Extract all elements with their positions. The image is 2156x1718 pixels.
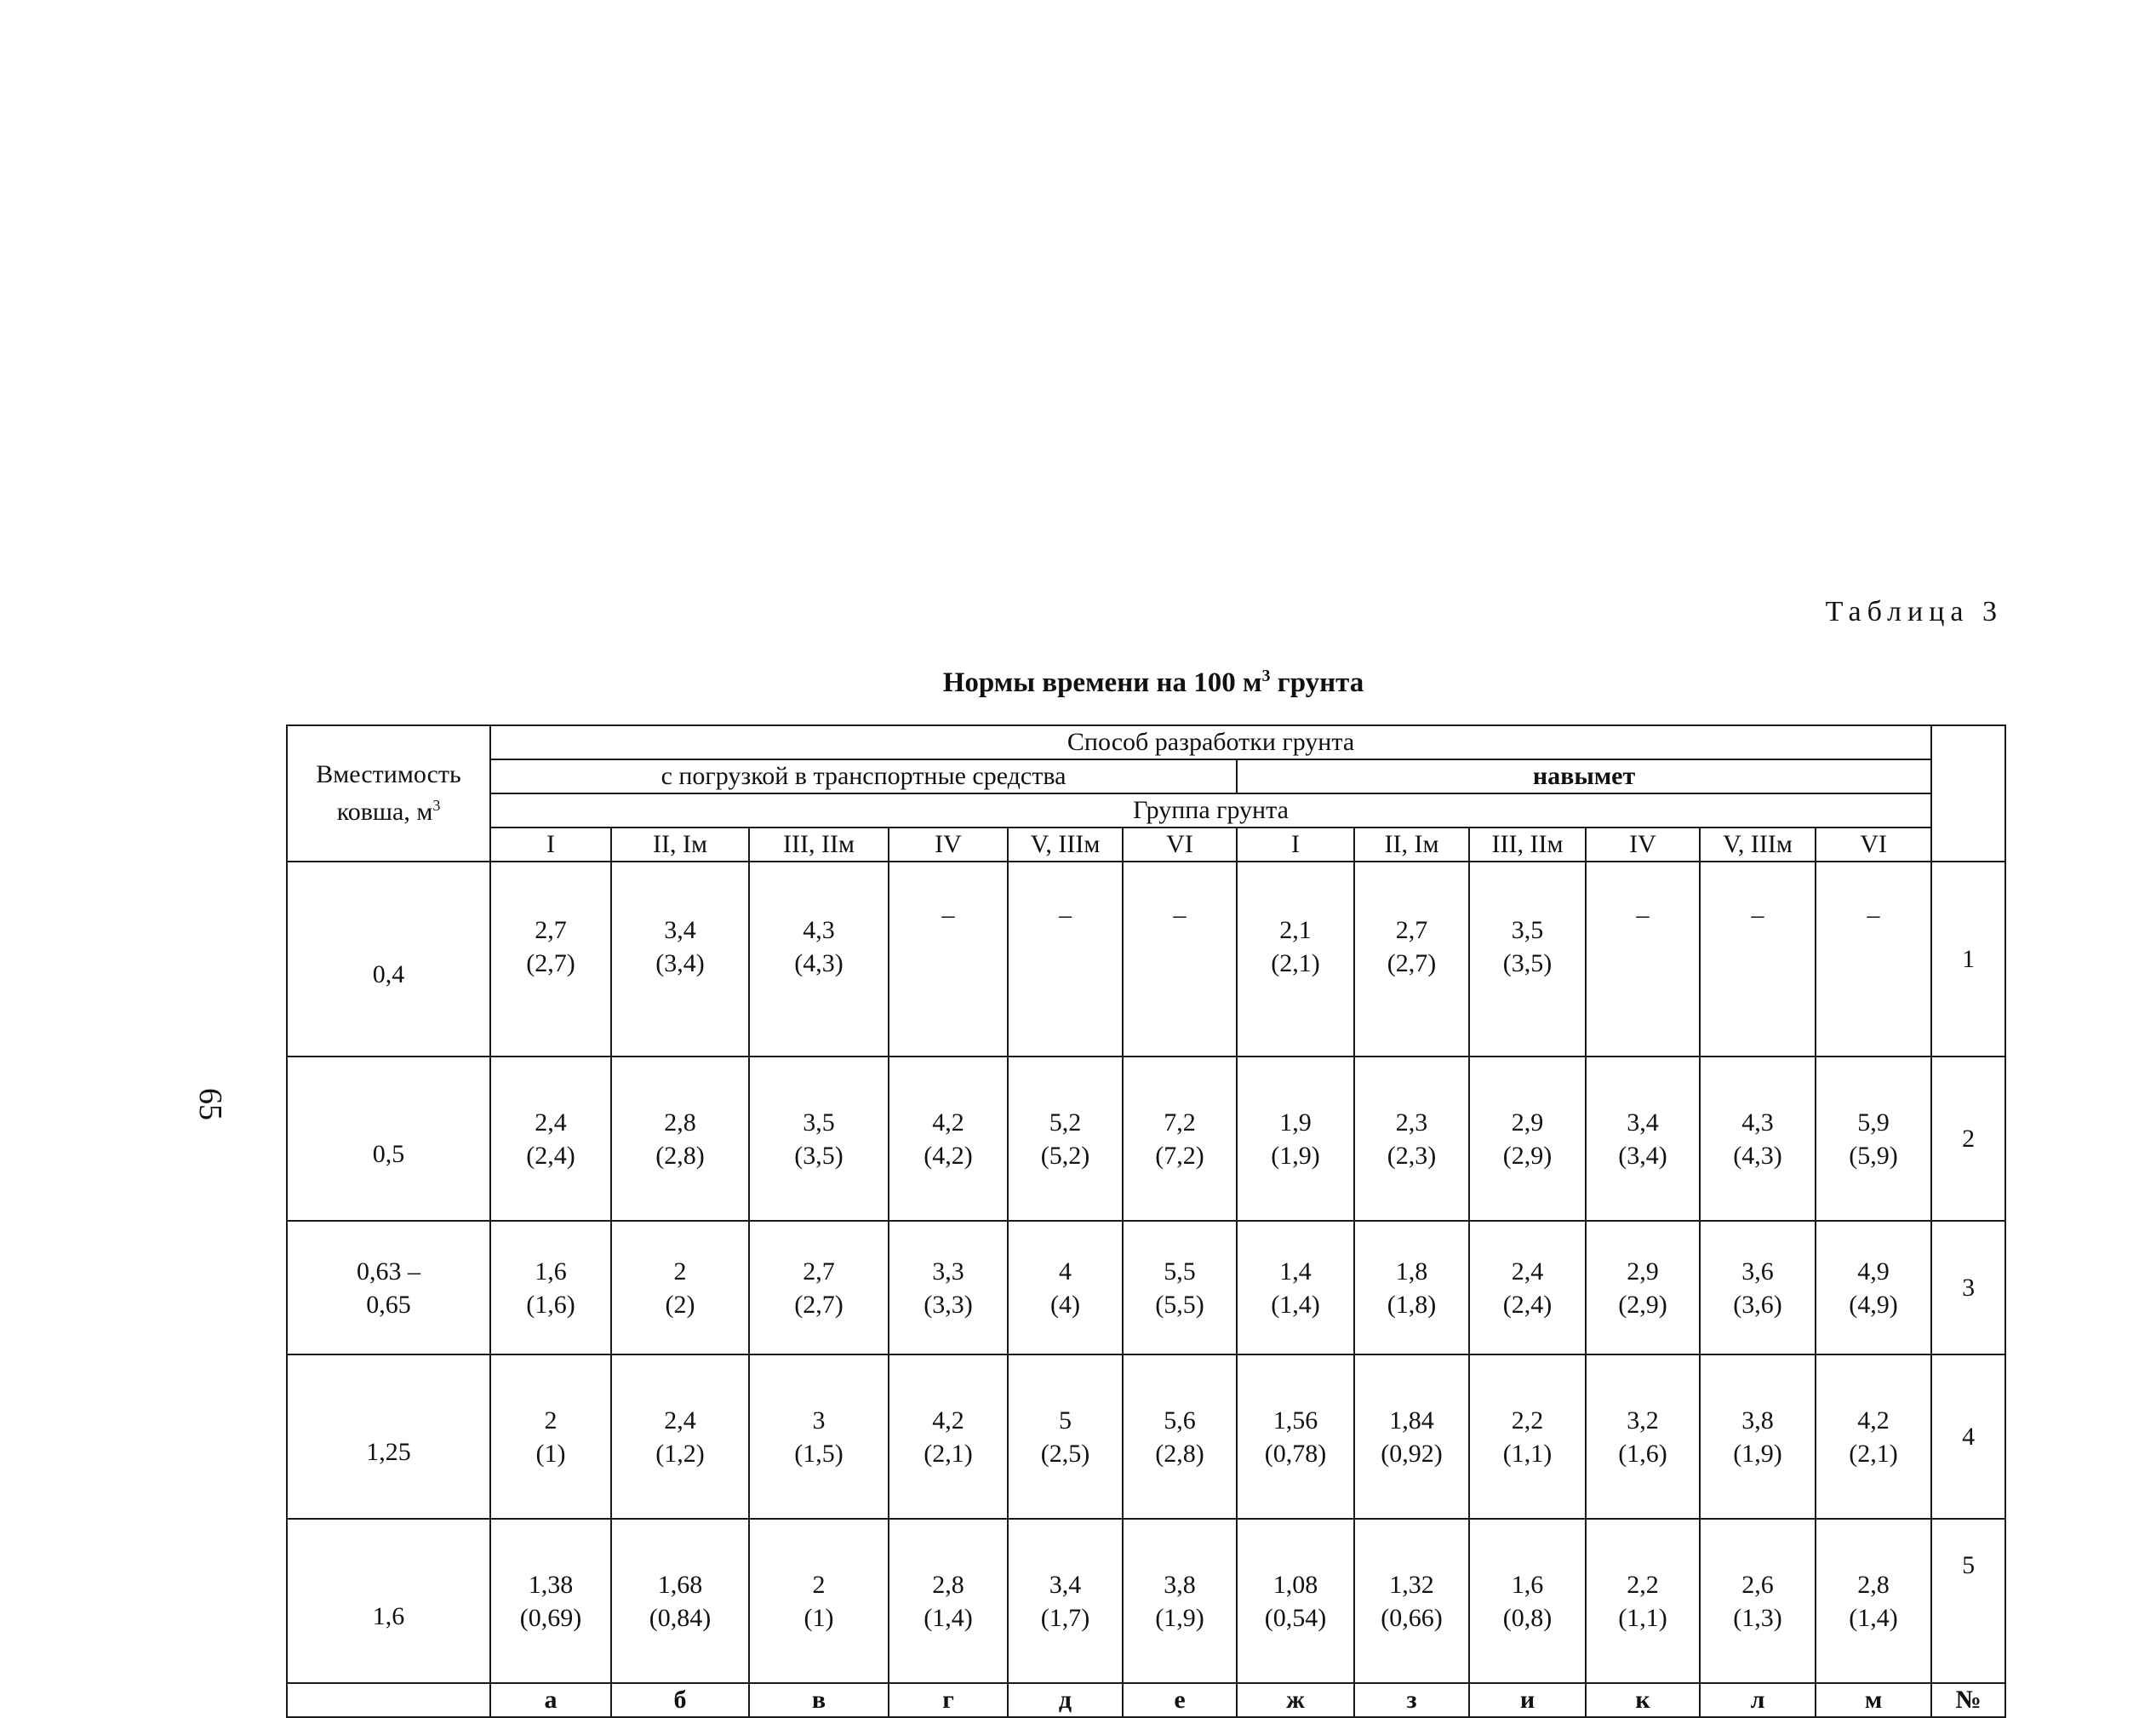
norm-value: 2,7: [1395, 915, 1428, 944]
norm-cell: [1816, 1354, 1931, 1519]
table-label: Таблица 3: [1825, 596, 2003, 627]
norm-cell: [1008, 1519, 1123, 1683]
norm-value: –: [1751, 901, 1764, 929]
norm-value: 2,9: [1627, 1257, 1659, 1286]
norm-value: 2,6: [1741, 1570, 1774, 1599]
norm-cell: [1008, 1354, 1123, 1519]
row-number-cell: [1931, 1221, 2005, 1354]
norm-cell: [1469, 862, 1586, 1057]
table-title: [0, 667, 2156, 699]
norm-cell: [1469, 1057, 1586, 1221]
norm-cell: [1586, 1057, 1700, 1221]
row-number: 5: [1962, 1551, 1976, 1579]
letter-row-blank-cell: [287, 1683, 490, 1717]
norm-value: 2,4: [1511, 1257, 1544, 1286]
column-letter: к: [1586, 1683, 1700, 1717]
capacity-value: 1,25: [366, 1438, 411, 1466]
soil-group-col: V, IIIм: [1700, 828, 1816, 862]
norm-cell: [490, 1221, 611, 1354]
norm-cell: [749, 1519, 889, 1683]
norm-value-bracketed: (1,7): [1040, 1603, 1090, 1632]
soil-group-col: VI: [1816, 828, 1931, 862]
header-row-soil-group: [287, 793, 2005, 828]
norm-cell: [1700, 862, 1816, 1057]
norm-value-bracketed: (2,7): [526, 948, 575, 977]
capacity-cell: [287, 1354, 490, 1519]
norm-cell: [1586, 1519, 1700, 1683]
norm-value: 3,8: [1164, 1570, 1196, 1599]
norm-cell: [1700, 1221, 1816, 1354]
norm-cell: [611, 1057, 749, 1221]
norm-cell: [1816, 1519, 1931, 1683]
norm-value: 5,9: [1857, 1108, 1890, 1137]
norm-cell: [611, 1354, 749, 1519]
norm-value-bracketed: (1,9): [1155, 1603, 1204, 1632]
norm-value-bracketed: (1,9): [1733, 1439, 1782, 1468]
norm-value-bracketed: (4,2): [924, 1141, 973, 1170]
norm-cell: [889, 1221, 1008, 1354]
norm-value-bracketed: (4,3): [794, 948, 844, 977]
table-body: [287, 862, 2005, 1683]
norm-cell: [1700, 1519, 1816, 1683]
norm-cell: [1008, 862, 1123, 1057]
norm-value: –: [941, 901, 955, 929]
norm-value: 1,8: [1395, 1257, 1428, 1286]
soil-group-col: III, IIм: [749, 828, 889, 862]
norm-value-bracketed: (1,6): [1618, 1439, 1667, 1468]
norm-value-bracketed: (2,1): [924, 1439, 973, 1468]
norm-value: –: [1867, 901, 1880, 929]
norm-value-bracketed: (2,8): [655, 1141, 705, 1170]
norm-value: 4,3: [1741, 1108, 1774, 1137]
capacity-cell: [287, 862, 490, 1057]
header-row-method: [287, 725, 2005, 759]
norm-cell: [889, 862, 1008, 1057]
norm-value: 5,5: [1164, 1257, 1196, 1286]
norm-cell: [1354, 1354, 1469, 1519]
norm-value: 2,8: [932, 1570, 964, 1599]
soil-group-header: Группа грунта: [490, 793, 1931, 828]
norm-value-bracketed: (4): [1050, 1290, 1080, 1319]
norm-cell: [1354, 1057, 1469, 1221]
norm-value-bracketed: (4,9): [1849, 1290, 1898, 1319]
column-letter: а: [490, 1683, 611, 1717]
soil-group-col: II, Iм: [611, 828, 749, 862]
norm-value-bracketed: (2,7): [794, 1290, 844, 1319]
column-letter: е: [1123, 1683, 1237, 1717]
table-title-main: Нормы времени на 100 м: [942, 667, 1262, 698]
norm-value: 5: [1059, 1406, 1072, 1435]
norm-value-bracketed: (0,8): [1502, 1603, 1553, 1632]
header-row-groups: [287, 828, 2005, 862]
norm-value-bracketed: (3,3): [924, 1290, 973, 1319]
row-number-cell: [1931, 1354, 2005, 1519]
norm-cell: [749, 1057, 889, 1221]
norm-cell: [611, 1221, 749, 1354]
norm-cell: [1123, 1221, 1237, 1354]
norm-cell: [490, 862, 611, 1057]
norm-cell: [889, 1354, 1008, 1519]
capacity-cell: [287, 1221, 490, 1354]
column-letter: в: [749, 1683, 889, 1717]
norm-value-bracketed: (1,4): [1849, 1603, 1898, 1632]
norm-cell: [1237, 1519, 1354, 1683]
method-header: Способ разработки грунта: [490, 725, 1931, 759]
norm-value: 4,2: [1857, 1406, 1890, 1435]
norm-cell: [1700, 1057, 1816, 1221]
table-row: [287, 1519, 2005, 1683]
soil-group-col: IV: [1586, 828, 1700, 862]
norm-value-bracketed: (0,54): [1264, 1603, 1327, 1632]
norm-value: 2,7: [535, 915, 567, 944]
column-letter: и: [1469, 1683, 1586, 1717]
norm-value: 1,56: [1272, 1406, 1318, 1435]
norm-cell: [490, 1057, 611, 1221]
norm-value: 2: [812, 1570, 826, 1599]
norm-value-bracketed: (1,3): [1733, 1603, 1782, 1632]
number-sign: №: [1931, 1683, 2005, 1717]
table-row: [287, 1221, 2005, 1354]
norm-value-bracketed: (2,7): [1387, 948, 1437, 977]
norm-cell: [1237, 862, 1354, 1057]
row-number: 2: [1962, 1125, 1976, 1153]
norm-value-bracketed: (2,3): [1387, 1141, 1437, 1170]
norm-value: 1,32: [1389, 1570, 1434, 1599]
norm-cell: [1700, 1354, 1816, 1519]
norm-value: 1,84: [1389, 1406, 1434, 1435]
capacity-value-line2: 0,65: [366, 1290, 411, 1319]
norm-value-bracketed: (3,5): [794, 1141, 844, 1170]
norm-cell: [1586, 862, 1700, 1057]
norm-value-bracketed: (0,69): [519, 1603, 582, 1632]
norm-value-bracketed: (5,9): [1849, 1141, 1898, 1170]
norm-value-bracketed: (3,5): [1502, 948, 1553, 977]
norm-value-bracketed: (1,1): [1502, 1439, 1553, 1468]
norm-cell: [1816, 1221, 1931, 1354]
norm-value: 7,2: [1164, 1108, 1196, 1137]
column-letter: л: [1700, 1683, 1816, 1717]
norm-value-bracketed: (3,6): [1733, 1290, 1782, 1319]
table-title-tail: грунта: [1270, 667, 1364, 698]
norm-value-bracketed: (1,9): [1271, 1141, 1320, 1170]
norm-cell: [1586, 1354, 1700, 1519]
norm-cell: [1586, 1221, 1700, 1354]
norm-value: 2,2: [1627, 1570, 1659, 1599]
norm-cell: [889, 1519, 1008, 1683]
norm-value: 3,5: [1511, 915, 1544, 944]
norm-value: 2,9: [1511, 1108, 1544, 1137]
norm-cell: [1354, 1221, 1469, 1354]
norm-cell: [1469, 1519, 1586, 1683]
norm-value: 2,8: [664, 1108, 696, 1137]
norm-value-bracketed: (1,8): [1387, 1290, 1437, 1319]
column-letter: г: [889, 1683, 1008, 1717]
row-number-cell: [1931, 862, 2005, 1057]
norm-value-bracketed: (0,66): [1381, 1603, 1443, 1632]
soil-group-col: IV: [889, 828, 1008, 862]
norm-value-bracketed: (0,78): [1264, 1439, 1327, 1468]
norm-value-bracketed: (0,84): [649, 1603, 712, 1632]
norm-value: 1,38: [528, 1570, 574, 1599]
norm-value: 2,4: [535, 1108, 567, 1137]
norm-cell: [1469, 1354, 1586, 1519]
norm-value-bracketed: (1): [803, 1603, 834, 1632]
norm-value-bracketed: (1): [535, 1439, 566, 1468]
row-number-cell: [1931, 1057, 2005, 1221]
soil-group-col: VI: [1123, 828, 1237, 862]
norm-value-bracketed: (2,4): [1502, 1290, 1553, 1319]
norm-value-bracketed: (2,1): [1271, 948, 1320, 977]
norm-value-bracketed: (1,6): [526, 1290, 575, 1319]
capacity-header-line1: Вместимость: [316, 760, 461, 788]
row-number-cell: [1931, 1519, 2005, 1683]
norm-value: 3,8: [1741, 1406, 1774, 1435]
table-row: [287, 1354, 2005, 1519]
with-loading-header: с погрузкой в транспортные средства: [490, 759, 1237, 793]
norm-value: 2,4: [664, 1406, 696, 1435]
norm-cell: [749, 862, 889, 1057]
norm-value-bracketed: (0,92): [1381, 1439, 1443, 1468]
table-row: [287, 862, 2005, 1057]
norm-value: 5,6: [1164, 1406, 1196, 1435]
norm-value-bracketed: (3,4): [655, 948, 705, 977]
norm-cell: [1816, 1057, 1931, 1221]
cast-header: навымет: [1237, 759, 1931, 793]
norm-cell: [1237, 1221, 1354, 1354]
norm-value-bracketed: (3,4): [1618, 1141, 1667, 1170]
norm-value: 3,6: [1741, 1257, 1774, 1286]
norm-value: 2: [673, 1257, 687, 1286]
norm-value-bracketed: (2,9): [1502, 1141, 1553, 1170]
norm-value-bracketed: (1,4): [1271, 1290, 1320, 1319]
norm-value: 3,4: [1627, 1108, 1659, 1137]
norm-value: 3,2: [1627, 1406, 1659, 1435]
norm-cell: [1008, 1221, 1123, 1354]
norm-value: 3,4: [1049, 1570, 1082, 1599]
norm-value: 1,68: [657, 1570, 703, 1599]
letter-row: [287, 1683, 2005, 1717]
norm-value: 4,2: [932, 1108, 964, 1137]
norm-value: 1,6: [535, 1257, 567, 1286]
norm-value-bracketed: (2,1): [1849, 1439, 1898, 1468]
norm-cell: [1354, 862, 1469, 1057]
norm-value: 2,2: [1511, 1406, 1544, 1435]
norm-value-bracketed: (1,1): [1618, 1603, 1667, 1632]
norm-cell: [1008, 1057, 1123, 1221]
norm-cell: [749, 1354, 889, 1519]
table-title-superscript: 3: [1261, 667, 1271, 685]
soil-group-col: II, Iм: [1354, 828, 1469, 862]
norm-value-bracketed: (5,2): [1040, 1141, 1090, 1170]
norm-cell: [1123, 862, 1237, 1057]
row-number-header: [1931, 725, 2005, 862]
capacity-cell: [287, 1057, 490, 1221]
norm-value-bracketed: (4,3): [1733, 1141, 1782, 1170]
row-number: 4: [1962, 1423, 1976, 1451]
soil-group-col: III, IIм: [1469, 828, 1586, 862]
norm-value: 2,8: [1857, 1570, 1890, 1599]
capacity-header-superscript: 3: [432, 797, 441, 814]
norm-value: 1,9: [1279, 1108, 1312, 1137]
norms-table: [286, 724, 2006, 1718]
norm-value: 4,2: [932, 1406, 964, 1435]
soil-group-col: I: [490, 828, 611, 862]
capacity-value: 0,5: [372, 1140, 405, 1168]
norm-value: 3,3: [932, 1257, 964, 1286]
norm-value-bracketed: (2): [665, 1290, 695, 1319]
capacity-value: 0,4: [372, 960, 405, 988]
norm-value-bracketed: (5,5): [1155, 1290, 1204, 1319]
norm-value: –: [1173, 901, 1187, 929]
norm-cell: [1123, 1354, 1237, 1519]
norm-cell: [1816, 862, 1931, 1057]
norm-value: 4,9: [1857, 1257, 1890, 1286]
capacity-header: [287, 725, 490, 862]
row-number: 1: [1962, 945, 1976, 973]
norm-cell: [889, 1057, 1008, 1221]
norm-value: 3: [812, 1406, 826, 1435]
norm-value: 2,1: [1279, 915, 1312, 944]
norm-value: 3,5: [803, 1108, 835, 1137]
norm-value: 2,3: [1395, 1108, 1428, 1137]
column-letter: м: [1816, 1683, 1931, 1717]
norm-value-bracketed: (1,2): [655, 1439, 705, 1468]
norm-value: 1,6: [1511, 1570, 1544, 1599]
soil-group-col: I: [1237, 828, 1354, 862]
norm-cell: [490, 1519, 611, 1683]
norm-cell: [490, 1354, 611, 1519]
column-letter: ж: [1237, 1683, 1354, 1717]
norm-cell: [1354, 1519, 1469, 1683]
norm-cell: [1469, 1221, 1586, 1354]
column-letter: з: [1354, 1683, 1469, 1717]
row-number: 3: [1962, 1274, 1976, 1302]
capacity-value: 1,6: [372, 1602, 405, 1630]
norm-value: 5,2: [1049, 1108, 1082, 1137]
norm-value: 2,7: [803, 1257, 835, 1286]
capacity-header-line2: ковша, м: [336, 798, 433, 826]
norm-value-bracketed: (2,9): [1618, 1290, 1667, 1319]
norm-value: 4,3: [803, 915, 835, 944]
column-letter: б: [611, 1683, 749, 1717]
norm-cell: [749, 1221, 889, 1354]
norm-value: 1,08: [1272, 1570, 1318, 1599]
norm-cell: [1237, 1354, 1354, 1519]
page-number: 65: [192, 1088, 228, 1120]
capacity-value-line1: 0,63 –: [357, 1257, 420, 1286]
norm-cell: [1123, 1519, 1237, 1683]
table-row: [287, 1057, 2005, 1221]
norm-value-bracketed: (1,5): [794, 1439, 844, 1468]
norm-value: –: [1059, 901, 1072, 929]
norm-value: –: [1636, 901, 1650, 929]
norm-value: 4: [1059, 1257, 1072, 1286]
norm-value-bracketed: (2,5): [1040, 1439, 1090, 1468]
norm-cell: [611, 1519, 749, 1683]
norm-cell: [1123, 1057, 1237, 1221]
capacity-cell: [287, 1519, 490, 1683]
column-letter: д: [1008, 1683, 1123, 1717]
soil-group-col: V, IIIм: [1008, 828, 1123, 862]
norm-value-bracketed: (2,4): [526, 1141, 575, 1170]
norm-value-bracketed: (7,2): [1155, 1141, 1204, 1170]
norm-value: 3,4: [664, 915, 696, 944]
norm-value: 1,4: [1279, 1257, 1312, 1286]
norm-cell: [1237, 1057, 1354, 1221]
norm-value: 2: [544, 1406, 558, 1435]
norm-value-bracketed: (2,8): [1155, 1439, 1204, 1468]
header-row-mode: [287, 759, 2005, 793]
norm-value-bracketed: (1,4): [924, 1603, 973, 1632]
norm-cell: [611, 862, 749, 1057]
